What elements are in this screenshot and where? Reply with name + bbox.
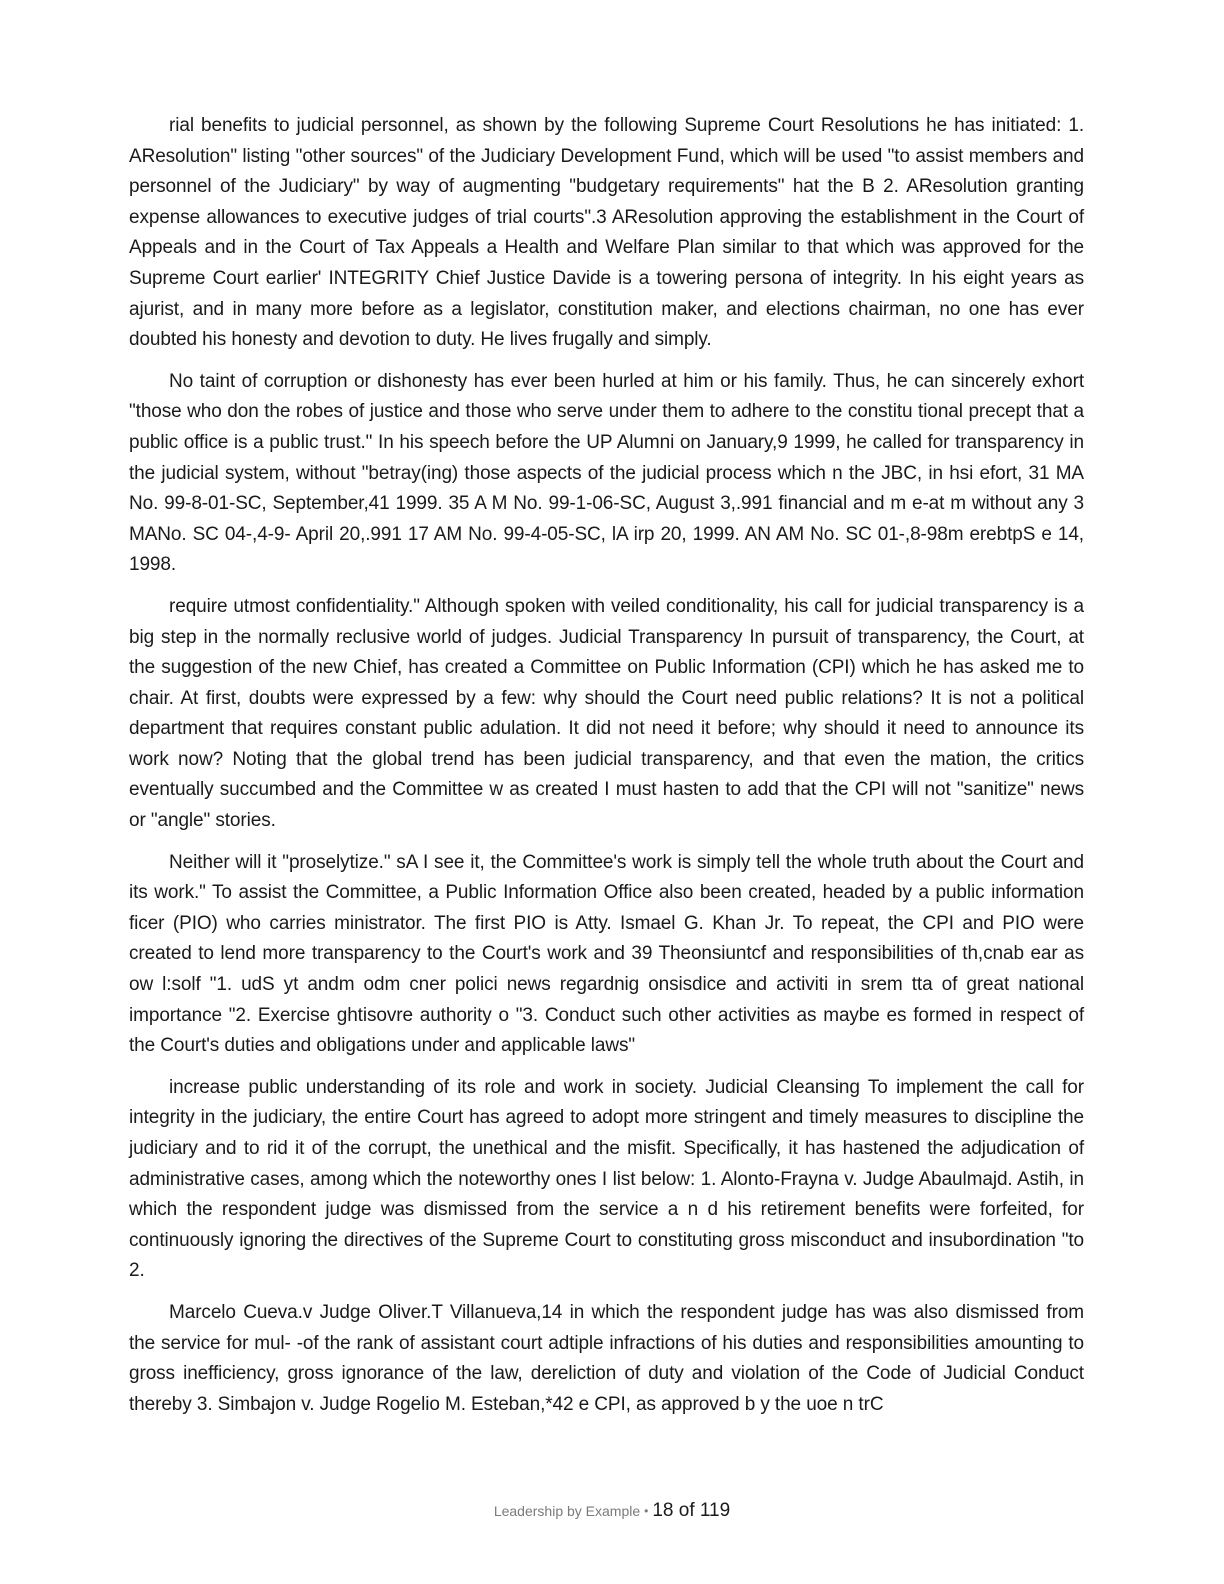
paragraph: require utmost confidentiality." Although spoken with veiled conditionality, his call for judicial transparency is a big step in the normally reclusive world of judges. Judicial Transparency In pursuit of transparency, the Court, at the suggestion of the new Chief, has created a Committee on Public Information (CPI) which he has asked me to chair. At first, doubts were expressed by a few: why should the Court need public relations? It is not a political department that requires constant public adulation. It did not need it before; why should it need to announce its work now? Noting that the global trend has been judicial transparency, and that even the mation, the critics eventually succumbed and the Committee w as created I must hasten to add that the CPI will not "sanitize" news or "angle" stories. <box>129 595 1084 832</box>
paragraph: increase public understanding of its role and work in society. Judicial Cleansing To implement the call for integrity in the judiciary, the entire Court has agreed to adopt more stringent and timely measures to discipline the judiciary and to rid it of the corrupt, the unethical and the misfit. Specifically, it has hastened the adjudication of administrative cases, among which the noteworthy ones I list below: 1. Alonto-Frayna v. Judge Abaulmajd. Astih, in which the respondent judge was dismissed from the service a n d his retirement benefits were forfeited, for continuously ignoring the directives of the Supreme Court to constituting gross misconduct and insubordination "to 2. <box>129 1076 1084 1282</box>
paragraph: No taint of corruption or dishonesty has ever been hurled at him or his family. Thus, he can sincerely exhort "those who don the robes of justice and those who serve under them to adhere to the constitu tional precept that a public office is a public trust." In his speech before the UP Alumni on January,9 1999, he called for transparency in the judicial system, without "betray(ing) those aspects of the judicial process which n the JBC, in hsi efort, 31 MA No. 99-8-01-SC, September,41 1999. 35 A M No. 99-1-06-SC, August 3,.991 financial and m e-at m without any 3 MANo. SC 04-,4-9- April 20,.991 17 AM No. 99-4-05-SC, lA irp 20, 1999. AN AM No. SC 01-,8-98m erebtpS e 14, 1998. <box>129 370 1084 576</box>
paragraph: rial benefits to judicial personnel, as shown by the following Supreme Court Resolutions he has initiated: 1. AResolution" listing "other sources" of the Judiciary Development Fund, which will be used "to assist members and personnel of the Judiciary" by way of augmenting "budgetary requirements" hat the B 2. AResolution granting expense allowances to executive judges of trial courts".3 AResolution approving the establishment in the Court of Appeals and in the Court of Tax Appeals a Health and Welfare Plan similar to that which was approved for the Supreme Court earlier' INTEGRITY Chief Justice Davide is a towering persona of integrity. In his eight years as ajurist, and in many more before as a legislator, constitution maker, and elections chairman, no one has ever doubted his honesty and devotion to duty. He lives frugally and simply. <box>129 115 1084 351</box>
footer-bullet-separator: • <box>644 1504 649 1518</box>
paragraph: Neither will it "proselytize." sA I see it, the Committee's work is simply tell the whole truth about the Court and its work." To assist the Committee, a Public Information Office also been created, headed by a public information ficer (PIO) who carries ministrator. The first PIO is Atty. Ismael G. Khan Jr. To repeat, the CPI and PIO were created to lend more transparency to the Court's work and 39 Theonsiuntcf and responsibilities of th,cnab ear as ow l:solf "1. udS yt andm odm cner polici news regardnig onsisdice and activiti in srem tta of great national importance "2. Exercise ghtisovre authority o "3. Conduct such other activities as maybe es formed in respect of the Court's duties and obligations under and applicable laws" <box>129 851 1084 1057</box>
page-number: 18 of 119 <box>652 1500 731 1521</box>
footer-title: Leadership by Example <box>493 1503 641 1519</box>
body-text <box>129 111 1084 1431</box>
page-footer <box>0 1500 1224 1522</box>
paragraph: Marcelo Cueva.v Judge Oliver.T Villanueva,14 in which the respondent judge has was also dismissed from the service for mul- -of the rank of assistant court adtiple infractions of his duties and responsibilities amounting to gross inefficiency, gross ignorance of the law, dereliction of duty and violation of the Code of Judicial Conduct thereby 3. Simbajon v. Judge Rogelio M. Esteban,*42 e CPI, as approved b y the uoe n trC <box>129 1301 1084 1415</box>
